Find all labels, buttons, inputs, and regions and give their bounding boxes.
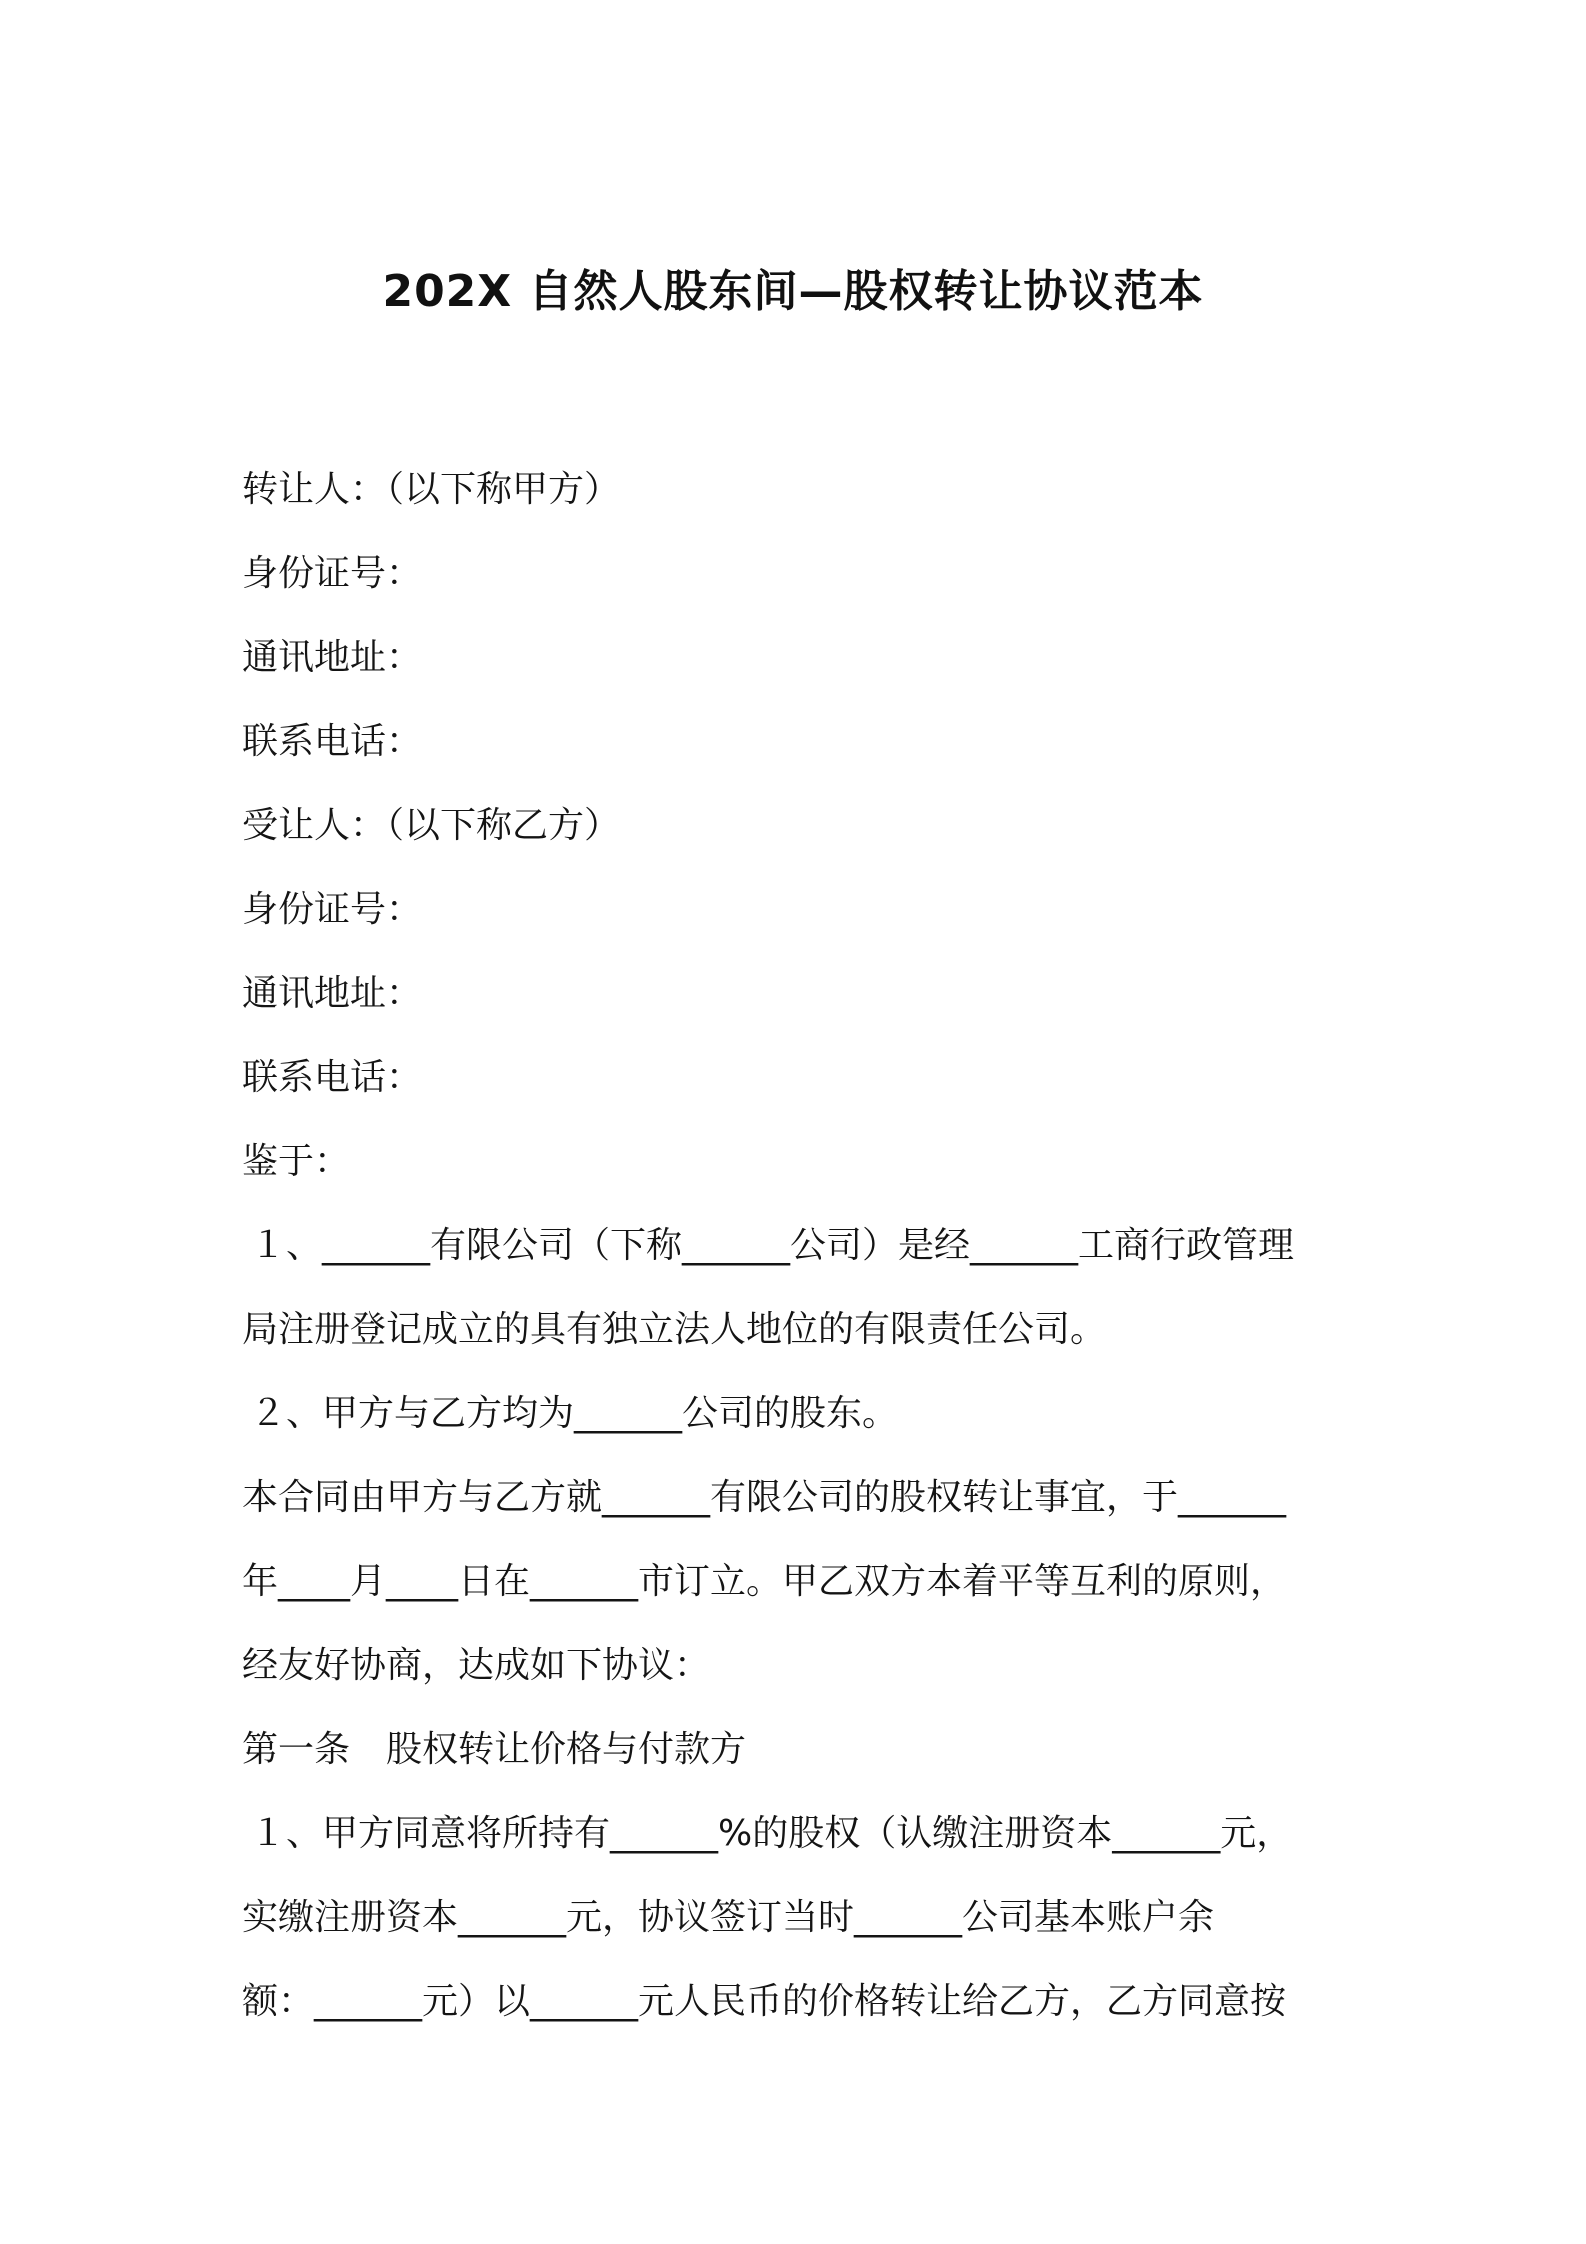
article-1-heading — [242, 1708, 1352, 1792]
transferee-address-label: 通讯地址： — [242, 973, 423, 1014]
transferee-id-label: 身份证号： — [242, 889, 423, 930]
recital-1-line-2: 局注册登记成立的具有独立法人地位的有限责任公司。 — [242, 1309, 1107, 1350]
transferor-address-label: 通讯地址： — [242, 637, 423, 678]
preamble-line-1: 本合同由甲方与乙方就______有限公司的股权转让事宜，于______ — [242, 1477, 1287, 1518]
transferor-header: 转让人：（以下称甲方） — [242, 469, 621, 510]
preamble-line-2: 年____月____日在______市订立。甲乙双方本着平等互利的原则， — [242, 1561, 1287, 1602]
clause-1-line-2: 实缴注册资本______元，协议签订当时______公司基本账户余 — [242, 1897, 1215, 1938]
whereas-label: 鉴于： — [242, 1141, 351, 1182]
recital-1-line-1: １、______有限公司（下称______公司）是经______工商行政管理 — [250, 1225, 1295, 1266]
clause-1-line-3: 额：______元）以______元人民币的价格转让给乙方，乙方同意按 — [242, 1981, 1287, 2022]
preamble-line-3: 经友好协商，达成如下协议： — [242, 1645, 711, 1686]
document-body — [242, 448, 1352, 2044]
recital-2: ２、甲方与乙方均为______公司的股东。 — [250, 1393, 899, 1434]
transferee-phone-label: 联系电话： — [242, 1057, 423, 1098]
article-1-number: 第一条 — [242, 1729, 351, 1770]
transferor-phone-label: 联系电话： — [242, 721, 423, 762]
clause-1-line-1: １、甲方同意将所持有______%的股权（认缴注册资本______元， — [250, 1813, 1293, 1854]
transferor-id-label: 身份证号： — [242, 553, 423, 594]
article-1-title: 股权转让价格与付款方 — [386, 1729, 747, 1770]
document-title: 202X 自然人股东间—股权转让协议范本 — [382, 266, 1204, 317]
transferee-header: 受让人：（以下称乙方） — [242, 805, 621, 846]
